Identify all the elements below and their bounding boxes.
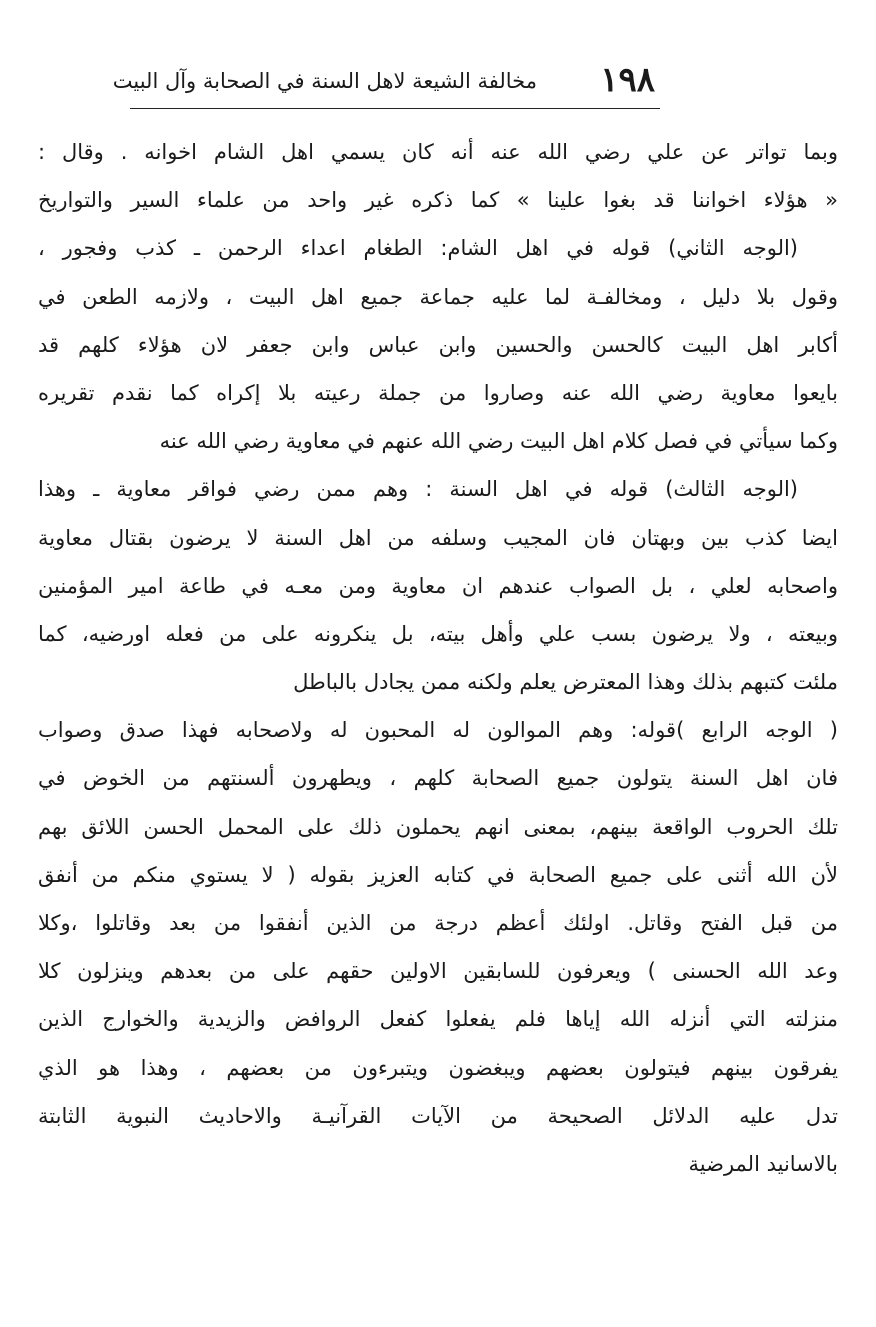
text-line: منزلته التي أنزله الله إياها فلم يفعلوا كفعل الروافض والزيدية والخوارج الذين [38, 1007, 838, 1032]
text-line: وبيعته ، ولا يرضون بسب علي وأهل بيته، بل ينكرونه على من فعله اورضيه، كما [38, 621, 838, 646]
text-line: « هؤلاء اخواننا قد بغوا علينا » كما ذكره غير واحد من علماء السير والتواريخ [38, 188, 838, 213]
text-line: ( الوجه الرابع )قوله: وهم الموالون له المحبون له ولاصحابه فهذا صدق وصواب [38, 718, 838, 743]
text-line: (الوجه الثاني) قوله في اهل الشام: الطغام اعداء الرحمن ـ كذب وفجور ، [38, 236, 798, 261]
text-line: تلك الحروب الواقعة بينهم، بمعنى انهم يحملون ذلك على المحمل الحسن اللائق بهم [38, 814, 838, 839]
running-title: مخالفة الشيعة لاهل السنة في الصحابة وآل البيت [112, 69, 537, 93]
text-line: وبما تواتر عن علي رضي الله عنه أنه كان يسمي اهل الشام اخوانه . وقال : [38, 140, 838, 164]
text-line: تدل عليه الدلائل الصحيحة من الآيات القرآنيـة والاحاديث النبوية الثابتة [38, 1103, 838, 1128]
body-text [38, 128, 838, 1188]
text-line: أكابر اهل البيت كالحسن والحسين وابن عباس وابن جعفر لان هؤلاء كلهم قد [38, 332, 838, 357]
text-line: بايعوا معاوية رضي الله عنه وصاروا من جملة رعيته بلا إكراه كما نقدم تقريره [38, 380, 838, 405]
header-rule [130, 108, 660, 109]
page-header [112, 60, 655, 104]
text-line: وعد الله الحسنى ) ويعرفون للسابقين الاولين حقهم على من بعدهم وينزلون كلا [38, 959, 838, 984]
text-line: يفرقون بينهم فيتولون بعضهم ويبغضون ويتبرءون من بعضهم ، وهذا هو الذي [38, 1055, 838, 1080]
text-line: من قبل الفتح وقاتل. اولئك أعظم درجة من الذين أنفقوا من بعد وقاتلوا ،وكلا [38, 911, 838, 935]
text-line: فان اهل السنة يتولون جميع الصحابة كلهم ، ويطهرون ألسنتهم من الخوض في [38, 766, 838, 791]
text-line: واصحابه لعلي ، بل الصواب عندهم ان معاوية ومن معـه في طاعة امير المؤمنين [38, 573, 838, 598]
text-line: (الوجه الثالث) قوله في اهل السنة : وهم ممن رضي فواقر معاوية ـ وهذا [38, 477, 798, 502]
page-number: ١٩٨ [600, 60, 655, 100]
text-line: وقول بلا دليل ، ومخالفـة لما عليه جماعة جميع اهل البيت ، ولازمه الطعن في [38, 284, 838, 309]
text-line: ملئت كتبهم بذلك وهذا المعترض يعلم ولكنه ممن يجادل بالباطل [293, 670, 838, 695]
text-line: لأن الله أثنى على جميع الصحابة في كتابه العزيز بقوله ( لا يستوي منكم من أنفق [38, 862, 838, 887]
text-line: وكما سيأتي في فصل كلام اهل البيت رضي الله عنهم في معاوية رضي الله عنه [159, 429, 838, 454]
text-line: بالاسانيد المرضية [688, 1151, 838, 1176]
text-line: ايضا كذب بين وبهتان فان المجيب وسلفه من اهل السنة لا يرضون بقتال معاوية [38, 525, 838, 550]
